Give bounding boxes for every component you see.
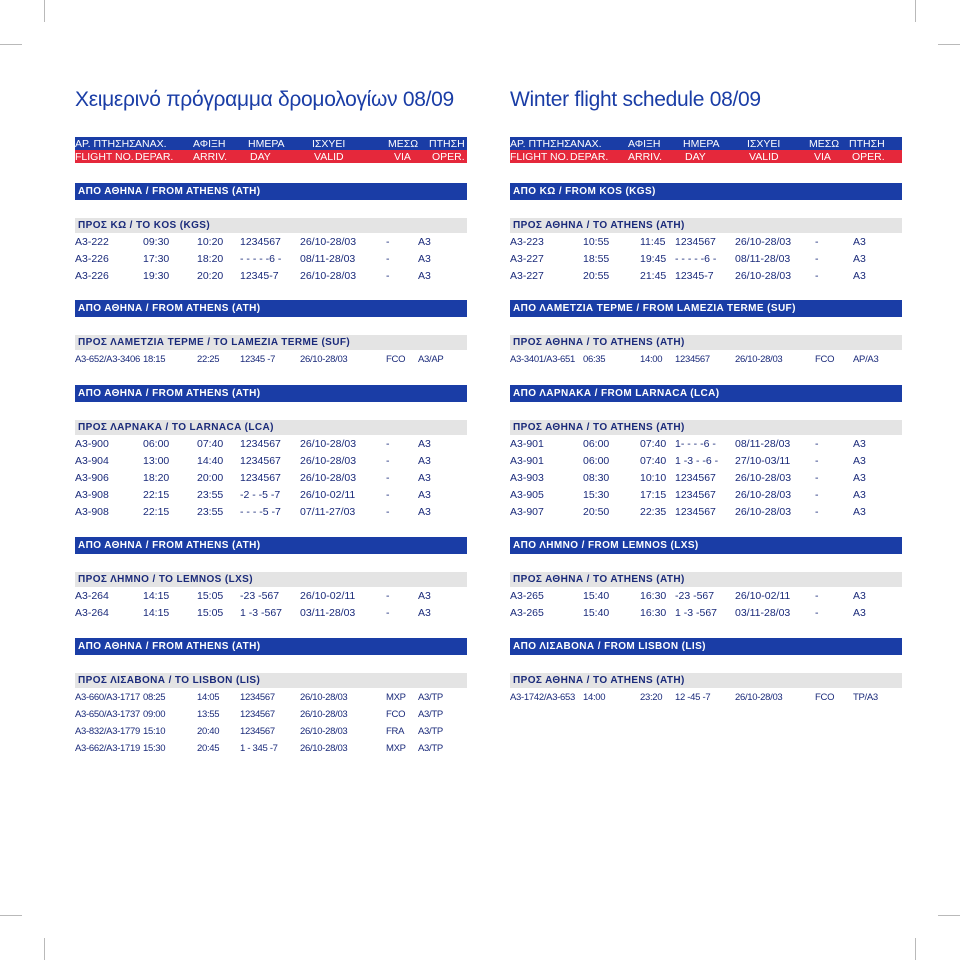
cell-arrival: 14:40 (197, 455, 224, 467)
cell-arrival: 19:45 (640, 253, 667, 265)
cell-departure: 20:50 (583, 506, 610, 518)
route-section (510, 385, 902, 518)
cell-arrival: 13:55 (197, 709, 220, 720)
cell-flight-no: A3-1742/A3-653 (510, 692, 575, 703)
crop-mark (0, 915, 22, 916)
cell-operator: A3 (853, 506, 866, 518)
flight-row (510, 504, 902, 521)
cell-flight-no: A3-227 (510, 270, 544, 282)
cell-days: 1 - 345 -7 (240, 743, 278, 754)
cell-operator: A3 (853, 253, 866, 265)
route-section (510, 537, 902, 619)
cell-arrival: 20:40 (197, 726, 220, 737)
cell-days: -23 -567 (675, 590, 715, 602)
cell-via: - (386, 590, 390, 602)
cell-operator: A3 (853, 489, 866, 501)
header-valid-gr: ΙΣΧΥΕΙ (312, 138, 346, 150)
header-valid-en: VALID (314, 151, 344, 163)
destination-bar: ΠΡΟΣ ΑΘΗΝΑ / TO ATHENS (ATH) (510, 335, 902, 350)
crop-mark (44, 938, 45, 960)
cell-days: 1234567 (240, 438, 281, 450)
cell-flight-no: A3-903 (510, 472, 544, 484)
header-via-gr: ΜΕΣΩ (809, 138, 840, 150)
cell-via: - (386, 236, 390, 248)
cell-via: - (815, 489, 819, 501)
header-flight-no-gr: ΑΡ. ΠΤΗΣΗΣ (75, 138, 136, 150)
cell-via: - (815, 590, 819, 602)
cell-arrival: 23:55 (197, 489, 224, 501)
header-via-en: VIA (814, 151, 831, 163)
cell-arrival: 22:25 (197, 354, 220, 365)
header-depar-gr: ΑΝΑΧ. (570, 138, 602, 150)
cell-valid: 26/10-28/03 (300, 726, 348, 737)
cell-operator: A3/TP (418, 726, 443, 737)
destination-bar: ΠΡΟΣ ΑΘΗΝΑ / TO ATHENS (ATH) (510, 420, 902, 435)
cell-operator: A3/TP (418, 692, 443, 703)
cell-arrival: 15:05 (197, 590, 224, 602)
cell-operator: A3 (853, 607, 866, 619)
cell-arrival: 22:35 (640, 506, 667, 518)
cell-flight-no: A3-222 (75, 236, 109, 248)
cell-operator: A3 (418, 506, 431, 518)
cell-via: - (815, 455, 819, 467)
cell-via: - (386, 607, 390, 619)
cell-valid: 26/10-28/03 (300, 438, 357, 450)
cell-flight-no: A3-650/A3-1737 (75, 709, 140, 720)
cell-days: 1234567 (675, 354, 710, 365)
cell-operator: A3 (853, 455, 866, 467)
cell-departure: 15:30 (143, 743, 166, 754)
cell-via: FRA (386, 726, 405, 737)
cell-departure: 08:30 (583, 472, 610, 484)
cell-arrival: 11:45 (640, 236, 666, 248)
header-day-gr: ΗΜΕΡΑ (683, 138, 720, 150)
cell-departure: 09:00 (143, 709, 166, 720)
cell-valid: 26/10-28/03 (735, 472, 792, 484)
crop-mark (44, 0, 45, 22)
origin-banner: ΑΠΟ ΛΑΡΝΑΚΑ / FROM LARNACA (LCA) (510, 385, 902, 402)
crop-mark (915, 938, 916, 960)
cell-departure: 22:15 (143, 506, 170, 518)
cell-arrival: 21:45 (640, 270, 667, 282)
cell-departure: 18:15 (143, 354, 166, 365)
cell-operator: A3 (853, 270, 866, 282)
cell-days: 1234567 (240, 472, 281, 484)
header-day-gr: ΗΜΕΡΑ (248, 138, 285, 150)
cell-days: - - - - -6 - (240, 253, 282, 265)
cell-valid: 07/11-27/03 (300, 506, 356, 518)
cell-flight-no: A3-264 (75, 607, 109, 619)
cell-via: - (815, 253, 819, 265)
cell-operator: A3 (418, 472, 431, 484)
flight-row (510, 234, 902, 251)
cell-operator: A3 (418, 253, 431, 265)
flight-row (75, 453, 467, 470)
cell-operator: A3 (853, 236, 866, 248)
cell-valid: 08/11-28/03 (735, 253, 791, 265)
cell-arrival: 16:30 (640, 607, 667, 619)
crop-mark (938, 44, 960, 45)
cell-flight-no: A3-662/A3-1719 (75, 743, 140, 754)
cell-arrival: 16:30 (640, 590, 667, 602)
cell-valid: 26/10-02/11 (300, 489, 356, 501)
header-depar-en: DEPAR. (135, 151, 174, 163)
cell-arrival: 14:05 (197, 692, 220, 703)
origin-banner: ΑΠΟ ΑΘΗΝΑ / FROM ATHENS (ATH) (75, 638, 467, 655)
page-title-english: Winter flight schedule 08/09 (510, 88, 761, 111)
cell-operator: AP/A3 (853, 354, 879, 365)
route-section (75, 537, 467, 619)
origin-banner: ΑΠΟ ΛΑΜΕΤΖΙΑ ΤΕΡΜΕ / FROM LAMEZIA TERME (SUF) (510, 300, 902, 317)
cell-valid: 26/10-02/11 (300, 590, 356, 602)
cell-departure: 14:15 (143, 607, 170, 619)
cell-flight-no: A3-907 (510, 506, 544, 518)
header-valid-gr: ΙΣΧΥΕΙ (747, 138, 781, 150)
origin-banner: ΑΠΟ ΚΩ / FROM KOS (KGS) (510, 183, 902, 200)
cell-via: - (386, 506, 390, 518)
cell-flight-no: A3-900 (75, 438, 109, 450)
cell-via: - (386, 253, 390, 265)
table-header (75, 137, 467, 163)
cell-departure: 15:30 (583, 489, 610, 501)
cell-departure: 06:00 (583, 455, 610, 467)
cell-departure: 15:40 (583, 590, 610, 602)
cell-arrival: 23:55 (197, 506, 224, 518)
header-via-gr: ΜΕΣΩ (388, 138, 419, 150)
header-oper-gr: ΠΤΗΣΗ (429, 138, 465, 150)
cell-operator: TP/A3 (853, 692, 878, 703)
cell-valid: 26/10-28/03 (300, 354, 348, 365)
cell-flight-no: A3-904 (75, 455, 109, 467)
cell-flight-no: A3-264 (75, 590, 109, 602)
flight-row (75, 740, 467, 757)
cell-valid: 26/10-28/03 (300, 709, 348, 720)
header-oper-gr: ΠΤΗΣΗ (849, 138, 885, 150)
cell-departure: 19:30 (143, 270, 170, 282)
header-day-en: DAY (250, 151, 271, 163)
cell-arrival: 07:40 (640, 438, 667, 450)
cell-via: - (815, 236, 819, 248)
flight-row (510, 470, 902, 487)
flight-row (75, 706, 467, 723)
destination-bar: ΠΡΟΣ ΛΙΣΑΒΟΝΑ / TO LISBON (LIS) (75, 673, 467, 688)
cell-days: 1234567 (675, 489, 716, 501)
cell-flight-no: A3-3401/A3-651 (510, 354, 575, 365)
flight-row (510, 689, 902, 706)
cell-operator: A3 (418, 489, 431, 501)
cell-arrival: 15:05 (197, 607, 224, 619)
header-depar-en: DEPAR. (570, 151, 609, 163)
origin-banner: ΑΠΟ ΑΘΗΝΑ / FROM ATHENS (ATH) (75, 300, 467, 317)
cell-departure: 08:25 (143, 692, 166, 703)
cell-valid: 26/10-28/03 (300, 455, 357, 467)
crop-mark (915, 0, 916, 22)
cell-flight-no: A3-652/A3-3406 (75, 354, 140, 365)
cell-flight-no: A3-906 (75, 472, 109, 484)
cell-valid: 26/10-28/03 (735, 506, 792, 518)
header-flight-no-en: FLIGHT NO. (510, 151, 569, 163)
flight-row (510, 351, 902, 368)
cell-departure: 09:30 (143, 236, 170, 248)
cell-departure: 17:30 (143, 253, 170, 265)
cell-arrival: 20:00 (197, 472, 224, 484)
cell-valid: 26/10-28/03 (735, 692, 783, 703)
origin-banner: ΑΠΟ ΛΙΣΑΒΟΝΑ / FROM LISBON (LIS) (510, 638, 902, 655)
flight-row (75, 351, 467, 368)
flight-row (510, 268, 902, 285)
cell-days: 12 -45 -7 (675, 692, 711, 703)
cell-valid: 26/10-28/03 (300, 472, 357, 484)
route-section (75, 638, 467, 754)
cell-flight-no: A3-223 (510, 236, 544, 248)
cell-flight-no: A3-227 (510, 253, 544, 265)
cell-departure: 13:00 (143, 455, 170, 467)
cell-flight-no: A3-226 (75, 253, 109, 265)
table-header (510, 137, 902, 163)
cell-departure: 18:20 (143, 472, 170, 484)
cell-arrival: 07:40 (640, 455, 667, 467)
cell-operator: A3 (418, 590, 431, 602)
cell-days: 1 -3 -567 (240, 607, 283, 619)
cell-departure: 14:15 (143, 590, 170, 602)
origin-banner: ΑΠΟ ΑΘΗΝΑ / FROM ATHENS (ATH) (75, 385, 467, 402)
cell-via: MXP (386, 743, 406, 754)
header-arriv-gr: ΑΦΙΞΗ (628, 138, 661, 150)
cell-flight-no: A3-901 (510, 438, 544, 450)
cell-flight-no: A3-832/A3-1779 (75, 726, 140, 737)
cell-flight-no: A3-660/A3-1717 (75, 692, 140, 703)
header-via-en: VIA (394, 151, 411, 163)
crop-mark (938, 915, 960, 916)
cell-arrival: 20:45 (197, 743, 220, 754)
cell-via: FCO (386, 354, 406, 365)
cell-via: - (815, 607, 819, 619)
cell-valid: 27/10-03/11 (735, 455, 791, 467)
flight-row (510, 605, 902, 622)
cell-flight-no: A3-905 (510, 489, 544, 501)
flight-row (510, 487, 902, 504)
cell-operator: A3 (853, 590, 866, 602)
cell-arrival: 10:20 (197, 236, 224, 248)
cell-days: 12345 -7 (240, 354, 276, 365)
cell-valid: 26/10-28/03 (300, 692, 348, 703)
flight-row (510, 251, 902, 268)
cell-operator: A3 (418, 270, 431, 282)
origin-banner: ΑΠΟ ΑΘΗΝΑ / FROM ATHENS (ATH) (75, 183, 467, 200)
cell-days: -2 - -5 -7 (240, 489, 281, 501)
cell-departure: 15:40 (583, 607, 610, 619)
cell-via: - (815, 270, 819, 282)
cell-operator: A3 (418, 438, 431, 450)
flight-row (75, 504, 467, 521)
cell-valid: 03/11-28/03 (735, 607, 791, 619)
cell-flight-no: A3-908 (75, 506, 109, 518)
header-flight-no-gr: ΑΡ. ΠΤΗΣΗΣ (510, 138, 571, 150)
cell-days: 1234567 (240, 455, 281, 467)
route-section (75, 183, 467, 282)
cell-departure: 06:00 (583, 438, 610, 450)
flight-row (75, 470, 467, 487)
flight-row (510, 588, 902, 605)
cell-arrival: 18:20 (197, 253, 224, 265)
cell-via: - (386, 270, 390, 282)
header-flight-no-en: FLIGHT NO. (75, 151, 134, 163)
flight-row (510, 436, 902, 453)
cell-days: 1 -3 - -6 - (675, 455, 719, 467)
cell-days: 1234567 (675, 236, 716, 248)
cell-days: 1234567 (675, 472, 716, 484)
cell-via: - (815, 506, 819, 518)
header-depar-gr: ΑΝΑΧ. (135, 138, 167, 150)
header-arriv-gr: ΑΦΙΞΗ (193, 138, 226, 150)
flight-row (75, 251, 467, 268)
destination-bar: ΠΡΟΣ ΛΑΜΕΤΖΙΑ ΤΕΡΜΕ / TO LAMEZIA TERME (SUF) (75, 335, 467, 350)
cell-days: 1 -3 -567 (675, 607, 718, 619)
cell-arrival: 23:20 (640, 692, 663, 703)
flight-row (510, 453, 902, 470)
route-section (510, 183, 902, 282)
origin-banner: ΑΠΟ ΑΘΗΝΑ / FROM ATHENS (ATH) (75, 537, 467, 554)
cell-via: - (815, 438, 819, 450)
cell-via: - (386, 438, 390, 450)
cell-operator: A3 (853, 438, 866, 450)
cell-days: 12345-7 (240, 270, 279, 282)
crop-mark (0, 44, 22, 45)
cell-valid: 03/11-28/03 (300, 607, 356, 619)
cell-departure: 06:00 (143, 438, 170, 450)
flight-row (75, 723, 467, 740)
cell-valid: 26/10-28/03 (735, 270, 792, 282)
route-section (75, 300, 467, 365)
cell-flight-no: A3-265 (510, 590, 544, 602)
flight-row (75, 605, 467, 622)
cell-valid: 26/10-28/03 (300, 236, 357, 248)
cell-operator: A3/AP (418, 354, 444, 365)
cell-valid: 26/10-28/03 (735, 354, 783, 365)
cell-valid: 26/10-28/03 (300, 270, 357, 282)
cell-departure: 15:10 (143, 726, 166, 737)
cell-arrival: 17:15 (640, 489, 667, 501)
header-day-en: DAY (685, 151, 706, 163)
flight-row (75, 689, 467, 706)
cell-departure: 06:35 (583, 354, 606, 365)
cell-operator: A3/TP (418, 743, 443, 754)
cell-arrival: 20:20 (197, 270, 224, 282)
route-section (510, 638, 902, 703)
cell-valid: 08/11-28/03 (735, 438, 791, 450)
cell-departure: 20:55 (583, 270, 610, 282)
flight-row (75, 487, 467, 504)
flight-row (75, 588, 467, 605)
cell-via: FCO (815, 354, 835, 365)
header-oper-en: OPER. (852, 151, 885, 163)
cell-operator: A3 (418, 455, 431, 467)
cell-valid: 26/10-02/11 (735, 590, 791, 602)
cell-via: - (386, 472, 390, 484)
route-section (75, 385, 467, 518)
cell-days: 12345-7 (675, 270, 714, 282)
route-section (510, 300, 902, 365)
cell-days: 1234567 (240, 236, 281, 248)
page-title-greek: Χειμερινό πρόγραμμα δρομολογίων 08/09 (75, 88, 454, 111)
cell-via: FCO (815, 692, 835, 703)
cell-flight-no: A3-908 (75, 489, 109, 501)
destination-bar: ΠΡΟΣ ΑΘΗΝΑ / TO ATHENS (ATH) (510, 572, 902, 587)
cell-valid: 08/11-28/03 (300, 253, 356, 265)
cell-departure: 18:55 (583, 253, 610, 265)
cell-flight-no: A3-901 (510, 455, 544, 467)
header-oper-en: OPER. (432, 151, 465, 163)
cell-departure: 10:55 (583, 236, 610, 248)
cell-via: - (815, 472, 819, 484)
destination-bar: ΠΡΟΣ ΛΗΜΝΟ / TO LEMNOS (LXS) (75, 572, 467, 587)
cell-via: MXP (386, 692, 406, 703)
origin-banner: ΑΠΟ ΛΗΜΝΟ / FROM LEMNOS (LXS) (510, 537, 902, 554)
cell-days: -23 -567 (240, 590, 280, 602)
cell-days: - - - -5 -7 (240, 506, 281, 518)
destination-bar: ΠΡΟΣ ΑΘΗΝΑ / TO ATHENS (ATH) (510, 673, 902, 688)
header-arriv-en: ARRIV. (628, 151, 663, 163)
header-valid-en: VALID (749, 151, 779, 163)
cell-valid: 26/10-28/03 (735, 489, 792, 501)
cell-arrival: 14:00 (640, 354, 663, 365)
destination-bar: ΠΡΟΣ ΛΑΡΝΑΚΑ / TO LARNACA (LCA) (75, 420, 467, 435)
header-arriv-en: ARRIV. (193, 151, 228, 163)
cell-arrival: 07:40 (197, 438, 224, 450)
cell-operator: A3 (418, 236, 431, 248)
cell-departure: 14:00 (583, 692, 606, 703)
cell-flight-no: A3-226 (75, 270, 109, 282)
cell-departure: 22:15 (143, 489, 170, 501)
cell-days: 1234567 (240, 692, 275, 703)
cell-valid: 26/10-28/03 (300, 743, 348, 754)
cell-operator: A3 (853, 472, 866, 484)
cell-flight-no: A3-265 (510, 607, 544, 619)
flight-row (75, 234, 467, 251)
cell-operator: A3/TP (418, 709, 443, 720)
cell-operator: A3 (418, 607, 431, 619)
cell-days: - - - - -6 - (675, 253, 717, 265)
flight-row (75, 436, 467, 453)
cell-via: - (386, 455, 390, 467)
cell-arrival: 10:10 (640, 472, 667, 484)
cell-days: 1234567 (240, 726, 275, 737)
cell-valid: 26/10-28/03 (735, 236, 792, 248)
cell-days: 1234567 (675, 506, 716, 518)
destination-bar: ΠΡΟΣ ΑΘΗΝΑ / TO ATHENS (ATH) (510, 218, 902, 233)
cell-days: 1- - - -6 - (675, 438, 716, 450)
cell-days: 1234567 (240, 709, 275, 720)
cell-via: FCO (386, 709, 406, 720)
flight-row (75, 268, 467, 285)
destination-bar: ΠΡΟΣ ΚΩ / TO KOS (KGS) (75, 218, 467, 233)
cell-via: - (386, 489, 390, 501)
